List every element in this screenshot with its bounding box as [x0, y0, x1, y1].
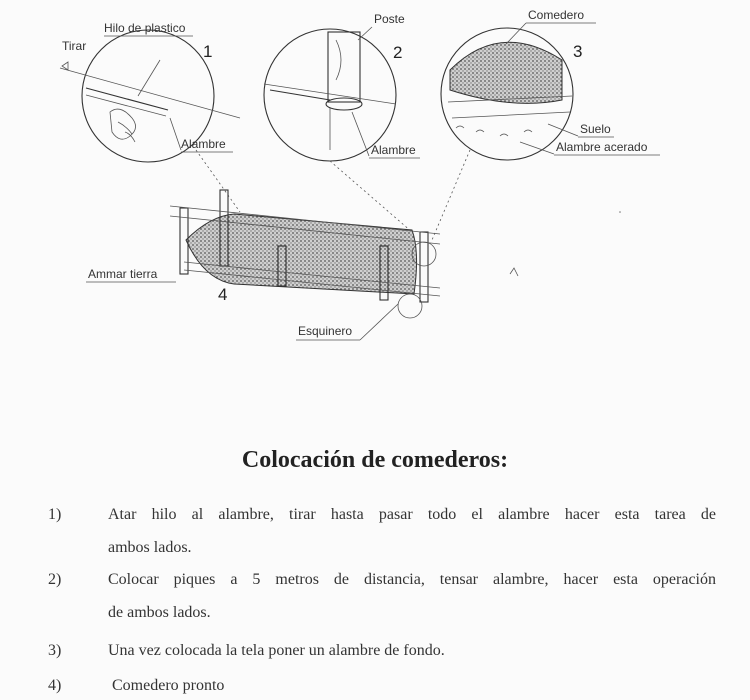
number-1: 1 [203, 42, 213, 61]
step-text-line: Atar hilo al alambre, tirar hasta pasar todo el alambre hacer esta tarea de [108, 506, 716, 523]
label-esquinero: Esquinero [298, 324, 353, 338]
detail-circle-3 [441, 28, 573, 160]
step-text-line: Una vez colocada la tela poner un alambre de fondo. [108, 642, 445, 659]
step-number: 4) [48, 677, 62, 694]
step-text-line: de ambos lados. [108, 604, 211, 621]
label-comedero: Comedero [528, 8, 585, 22]
step-text-line: Colocar piques a 5 metros de distancia, tensar alambre, hacer esta operación [108, 571, 716, 588]
step-number: 1) [48, 506, 62, 523]
number-4: 4 [218, 285, 228, 304]
step-text-line: ambos lados. [108, 539, 192, 556]
feeder-main-drawing [170, 190, 440, 318]
label-tirar: Tirar [62, 39, 87, 53]
label-alambre-acerado: Alambre acerado [556, 140, 648, 154]
detail-circle-2 [264, 29, 396, 161]
label-alambre-2: Alambre [371, 143, 416, 157]
page-title: Colocación de comederos: [241, 447, 509, 473]
step-number: 3) [48, 642, 62, 659]
label-suelo: Suelo [580, 122, 611, 136]
label-ammar-tierra: Ammar tierra [88, 267, 158, 281]
label-poste: Poste [374, 12, 405, 26]
step-number: 2) [48, 571, 62, 588]
step-text-line: Comedero pronto [108, 677, 225, 694]
number-3: 3 [573, 42, 583, 61]
number-2: 2 [393, 43, 403, 62]
label-alambre-1: Alambre [181, 137, 226, 151]
label-hilo-de-plastico: Hilo de plastico [104, 21, 186, 35]
